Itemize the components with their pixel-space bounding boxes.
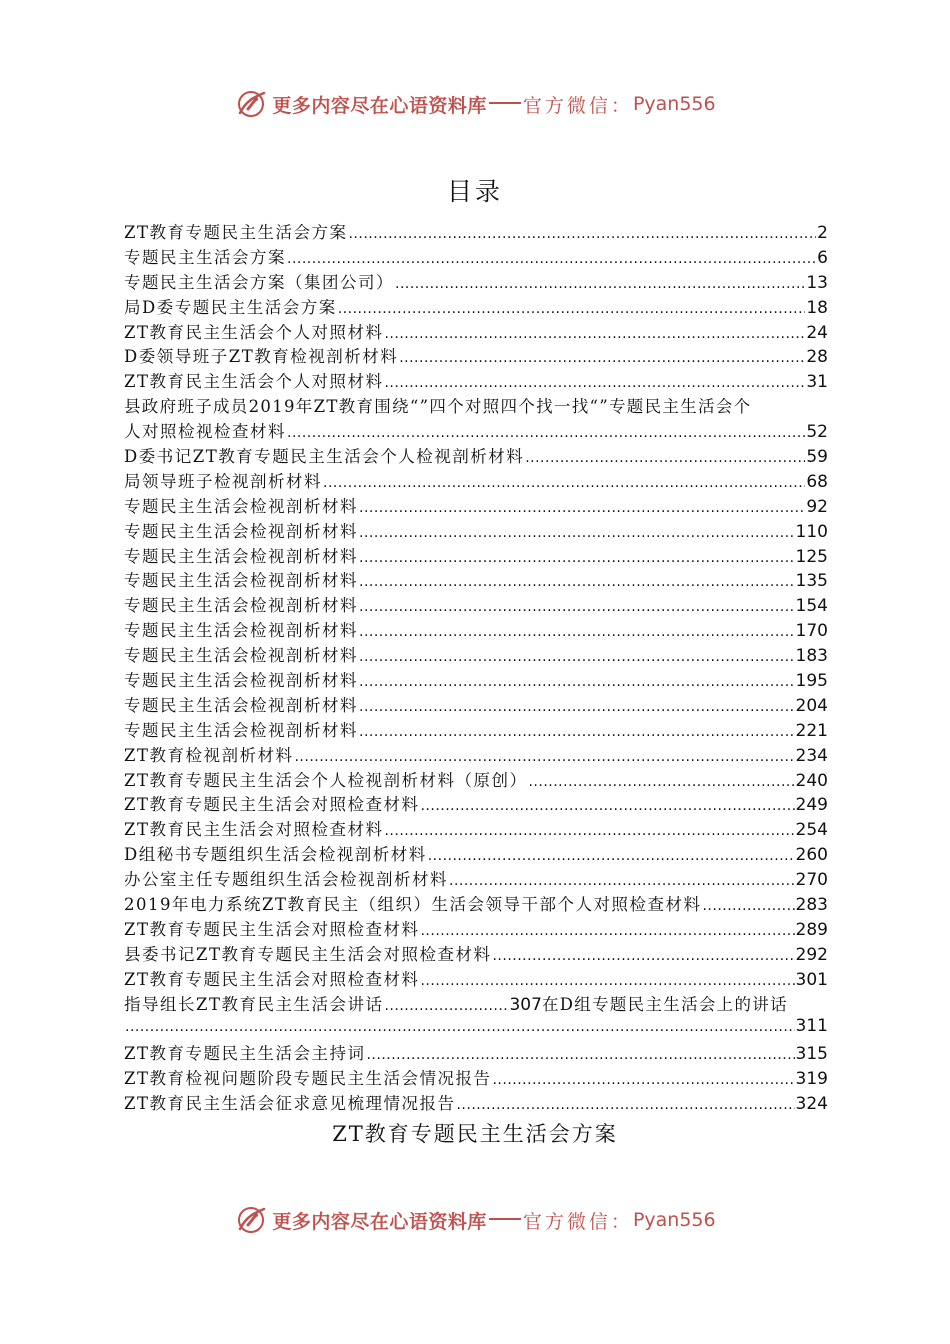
toc-entry-merged[interactable]: 指导组长ZT教育民主生活会讲话 ..... 307 在D组专题民主生活会上的讲话 [124,991,828,1016]
toc-entry[interactable]: 局D委专题民主生活会方案 ..... 18 [124,294,828,319]
toc-title: 目录 [446,177,503,206]
toc-entry[interactable]: 专题民主生活会检视剖析材料 ..... 221 [124,717,828,742]
toc-entry[interactable]: D委书记ZT教育专题民主生活会个人检视剖析材料 ..... 59 [124,443,828,468]
toc-entry[interactable]: ZT教育民主生活会个人对照材料 ..... 31 [124,368,828,393]
toc-entry[interactable]: 专题民主生活会检视剖析材料 ..... 204 [124,692,828,717]
section-title: ZT教育专题民主生活会方案 [332,1122,618,1146]
banner-text: 更多内容尽在心语资料库 [272,1210,487,1233]
banner-dash [489,1218,521,1220]
toc-entry[interactable]: 办公室主任专题组织生活会检视剖析材料 ..... 270 [124,866,828,891]
pen-swirl-icon [234,87,268,121]
banner-wechat-label: 官方微信： [522,1210,633,1233]
toc-entry[interactable]: ZT教育专题民主生活会对照检查材料 ..... 289 [124,916,828,941]
toc-entry[interactable]: ZT教育检视问题阶段专题民主生活会情况报告 ..... 319 [124,1065,828,1090]
toc-entry[interactable]: ZT教育专题民主生活会方案 ..... 2 [124,219,828,244]
banner-wechat-label: 官方微信： [522,94,633,117]
toc-entry[interactable]: ZT教育检视剖析材料 ..... 234 [124,742,828,767]
toc-entry[interactable]: 专题民主生活会检视剖析材料 ..... 92 [124,493,828,518]
toc-entry-wrapped-line[interactable]: 县政府班子成员2019年ZT教育围绕“”四个对照四个找一找“”专题民主生活会个 [124,397,752,417]
toc-entry[interactable]: 专题民主生活会检视剖析材料 ..... 110 [124,518,828,543]
banner-wechat-id: Pyan556 [632,1209,716,1231]
toc-entry[interactable]: 人对照检视检查材料 ..... 52 [124,418,828,443]
banner-dash [489,102,521,104]
toc-entry[interactable]: ZT教育民主生活会征求意见梳理情况报告 ..... 324 [124,1090,828,1115]
toc-entry[interactable]: 专题民主生活会检视剖析材料 ..... 195 [124,667,828,692]
toc-entry[interactable]: 专题民主生活会检视剖析材料 ..... 170 [124,617,828,642]
toc-entry[interactable]: 县委书记ZT教育专题民主生活会对照检查材料 ..... 292 [124,941,828,966]
toc-entry[interactable]: ZT教育专题民主生活会对照检查材料 ..... 301 [124,966,828,991]
banner-wechat-id: Pyan556 [632,93,716,115]
toc-entry[interactable]: 2019年电力系统ZT教育民主（组织）生活会领导干部个人对照检查材料 ..... 283 [124,891,828,916]
footer-banner [0,1200,950,1240]
header-banner [0,84,950,124]
toc-entry[interactable]: D组秘书专题组织生活会检视剖析材料 ..... 260 [124,841,828,866]
pen-swirl-icon [234,1203,268,1237]
table-of-contents [124,219,828,1115]
toc-entry[interactable]: 局领导班子检视剖析材料 ..... 68 [124,468,828,493]
toc-entry[interactable]: ZT教育民主生活会个人对照材料 ..... 24 [124,319,828,344]
toc-entry[interactable]: ZT教育专题民主生活会对照检查材料 ..... 249 [124,791,828,816]
toc-entry[interactable]: ZT教育专题民主生活会主持词 ..... 315 [124,1040,828,1065]
toc-entry[interactable]: 专题民主生活会检视剖析材料 ..... 154 [124,592,828,617]
toc-entry[interactable]: D委领导班子ZT教育检视剖析材料 ..... 28 [124,343,828,368]
toc-entry[interactable]: ZT教育民主生活会对照检查材料 ..... 254 [124,816,828,841]
banner-text: 更多内容尽在心语资料库 [272,94,487,117]
toc-entry[interactable]: 专题民主生活会方案 ..... 6 [124,244,828,269]
toc-entry[interactable]: 专题民主生活会检视剖析材料 ..... 135 [124,567,828,592]
toc-entry[interactable]: ZT教育专题民主生活会个人检视剖析材料（原创） ..... 240 [124,767,828,792]
toc-entry[interactable]: 专题民主生活会检视剖析材料 ..... 125 [124,543,828,568]
toc-entry[interactable]: ..... 311 [124,1016,828,1041]
toc-entry[interactable]: 专题民主生活会方案（集团公司） ..... 13 [124,269,828,294]
toc-entry[interactable]: 专题民主生活会检视剖析材料 ..... 183 [124,642,828,667]
